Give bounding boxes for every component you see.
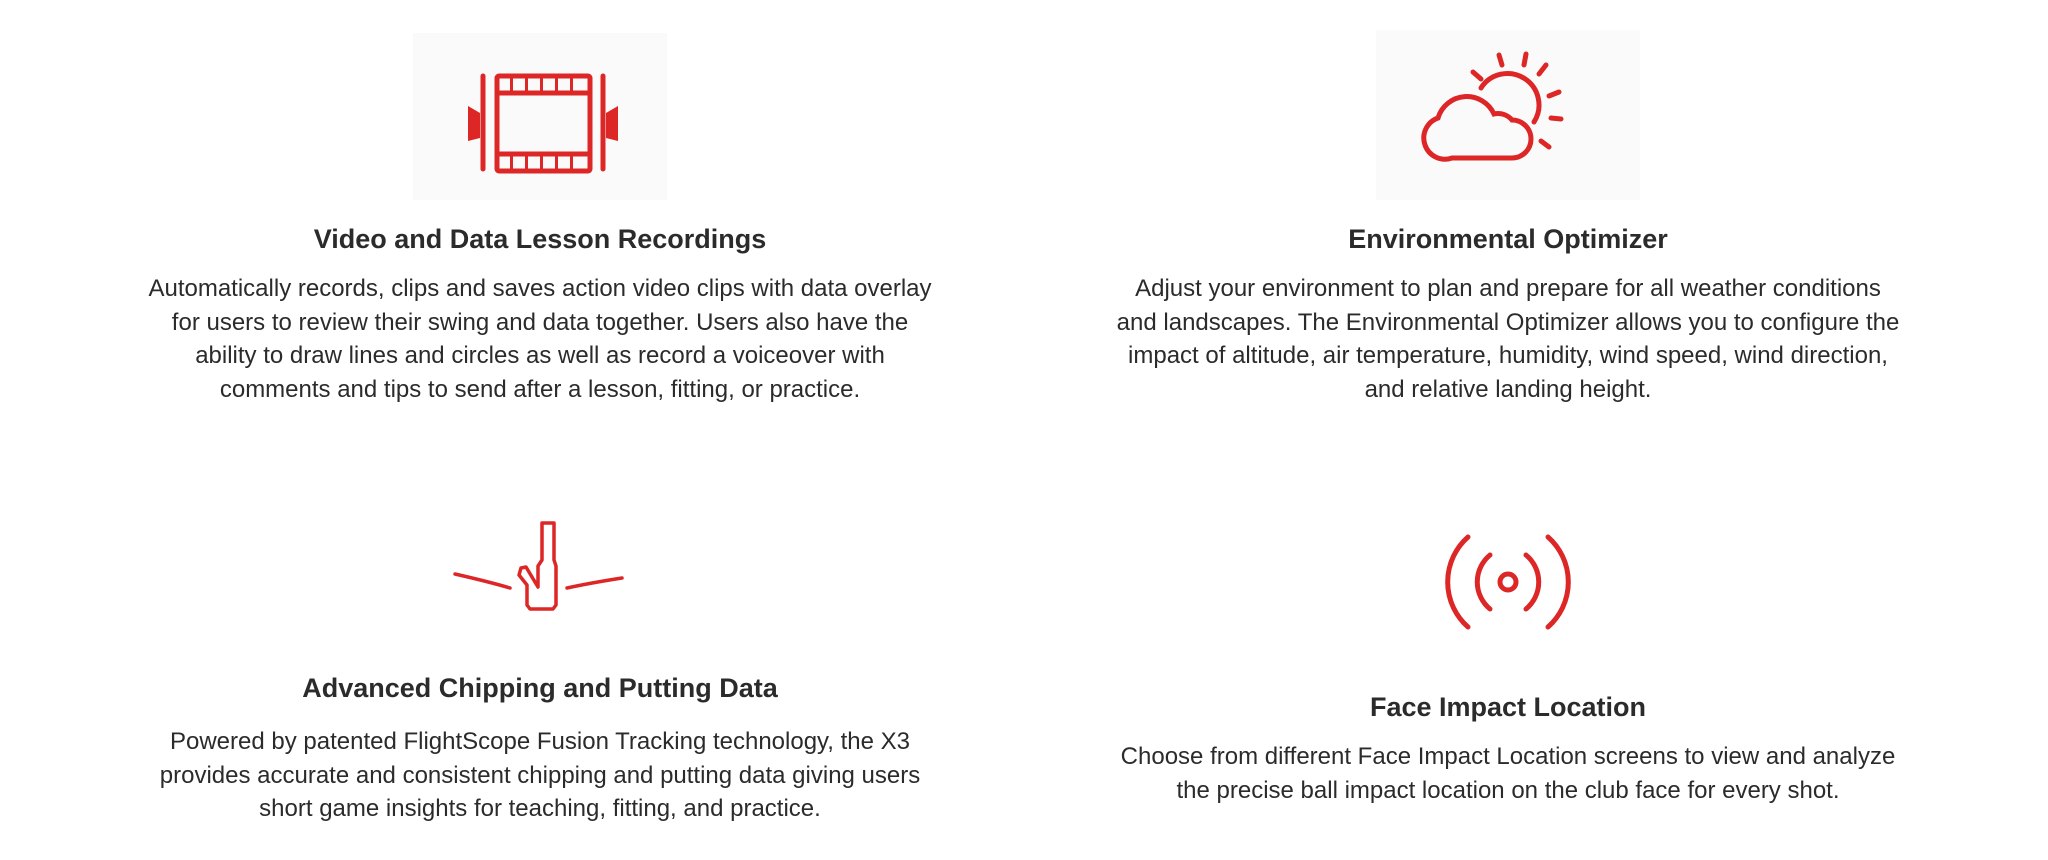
feature-face-impact-location — [1018, 0, 1998, 860]
feature-title: Advanced Chipping and Putting Data — [302, 673, 778, 703]
description-line: impact of altitude, air temperature, humidity, wind speed, wind direction, — [1128, 342, 1888, 370]
feature-description — [1018, 740, 1998, 807]
description-line: provides accurate and consistent chipping and putting data giving users — [159, 761, 921, 789]
description-line: Adjust your environment to plan and prepare for all weather conditions — [1135, 275, 1881, 302]
description-line: the precise ball impact location on the club face for every shot. — [1176, 776, 1840, 804]
description-line: ability to draw lines and circles as well as record a voiceover with — [195, 342, 885, 370]
description-line: for users to review their swing and data together. Users also have the — [171, 308, 909, 336]
feature-title: Video and Data Lesson Recordings — [313, 224, 767, 254]
description-line: and relative landing height. — [1364, 375, 1652, 403]
description-line: Automatically records, clips and saves action video clips with data overlay — [148, 275, 932, 302]
description-line: short game insights for teaching, fitting, and practice. — [259, 795, 821, 823]
description-line: and landscapes. The Environmental Optimizer allows you to configure the — [1116, 308, 1900, 336]
description-line: Choose from different Face Impact Location screens to view and analyze — [1120, 743, 1896, 770]
description-line: Powered by patented FlightScope Fusion Tracking technology, the X3 — [169, 728, 910, 755]
impact-signal-icon — [1433, 525, 1583, 645]
feature-title: Face Impact Location — [1369, 692, 1647, 722]
feature-title: Environmental Optimizer — [1348, 224, 1668, 254]
chipping-putting-icon — [450, 510, 630, 620]
feature-description — [50, 725, 1030, 826]
description-line: comments and tips to send after a lesson, fitting, or practice. — [219, 375, 861, 403]
feature-advanced-chipping-putting — [50, 0, 1030, 860]
